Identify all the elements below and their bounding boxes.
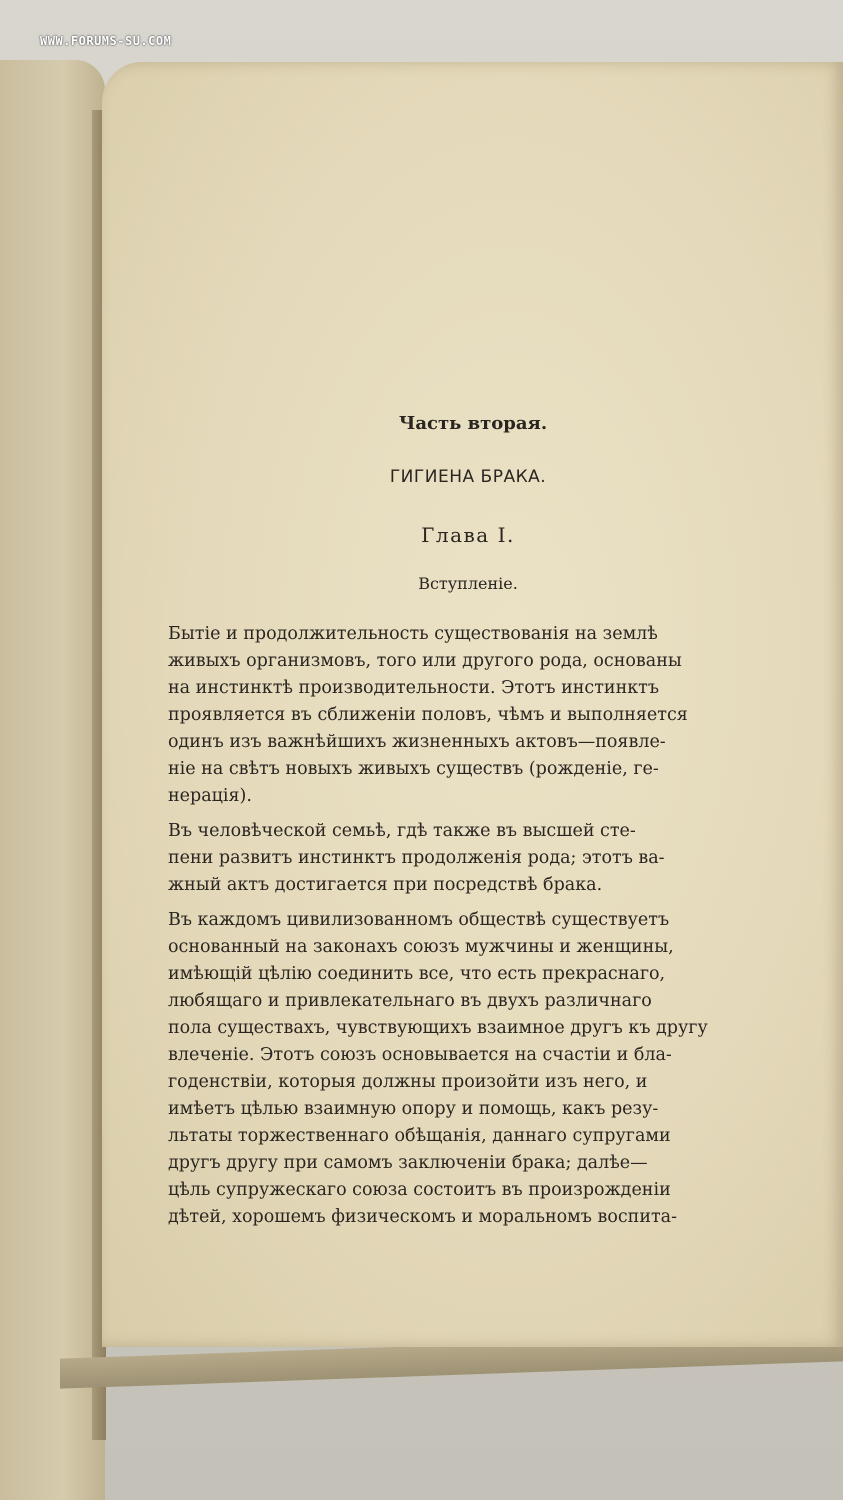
text-line: ніе на свѣтъ новыхъ живыхъ существъ (рожденіе, ге- [168,759,659,779]
page-content [168,405,768,1239]
text-line: имѣетъ цѣлью взаимную опору и помощь, какъ резу- [168,1099,659,1119]
part-title: Часть вторая. [398,413,548,434]
text-line: имѣющій цѣлію соединить все, что есть прекраснаго, [168,964,666,984]
text-line: годенствіи, которыя должны произойти изъ него, и [168,1072,648,1092]
text-line: льтаты торжественнаго обѣщанія, даннаго супругами [168,1126,671,1146]
text-line: дѣтей, хорошемъ физическомъ и моральномъ воспита- [168,1207,678,1227]
text-line: проявляется въ сближеніи половъ, чѣмъ и выполняется [168,705,688,725]
text-line: нерація). [168,786,252,806]
text-line: Въ каждомъ цивилизованномъ обществѣ существуетъ [168,910,670,930]
text-line: пени развитъ инстинктъ продолженія рода; этотъ ва- [168,848,665,868]
text-line: Бытіе и продолжительность существованія на землѣ [168,624,658,644]
text-line: жный актъ достигается при посредствѣ брака. [168,875,603,895]
left-page [0,60,105,1500]
text-line: влеченіе. Этотъ союзъ основывается на счастіи и бла- [168,1045,672,1065]
paragraph-2 [168,818,768,899]
paragraph-1 [168,621,768,810]
book-section-title: ГИГИЕНА БРАКА. [389,467,547,487]
chapter-title: Глава I. [421,523,515,547]
text-line: другъ другу при самомъ заключеніи брака; далѣе— [168,1153,648,1173]
text-line: пола существахъ, чувствующихъ взаимное другъ къ другу [168,1018,708,1038]
text-line: на инстинктѣ производительности. Этотъ инстинктъ [168,678,659,698]
text-line: живыхъ организмовъ, того или другого рода, основаны [168,651,682,671]
text-line: цѣль супружескаго союза состоитъ въ произрожденіи [168,1180,671,1200]
text-line: основанный на законахъ союзъ мужчины и женщины, [168,937,674,957]
paragraph-3 [168,907,768,1231]
body-text [168,621,768,1231]
text-line: Въ человѣческой семьѣ, гдѣ также въ высшей сте- [168,821,636,841]
text-line: одинъ изъ важнѣйшихъ жизненныхъ актовъ—появле- [168,732,666,752]
watermark: WWW.FORUMS-SU.COM [40,34,172,48]
text-line: любящаго и привлекательнаго въ двухъ различнаго [168,991,652,1011]
section-title: Вступленіе. [418,574,518,593]
